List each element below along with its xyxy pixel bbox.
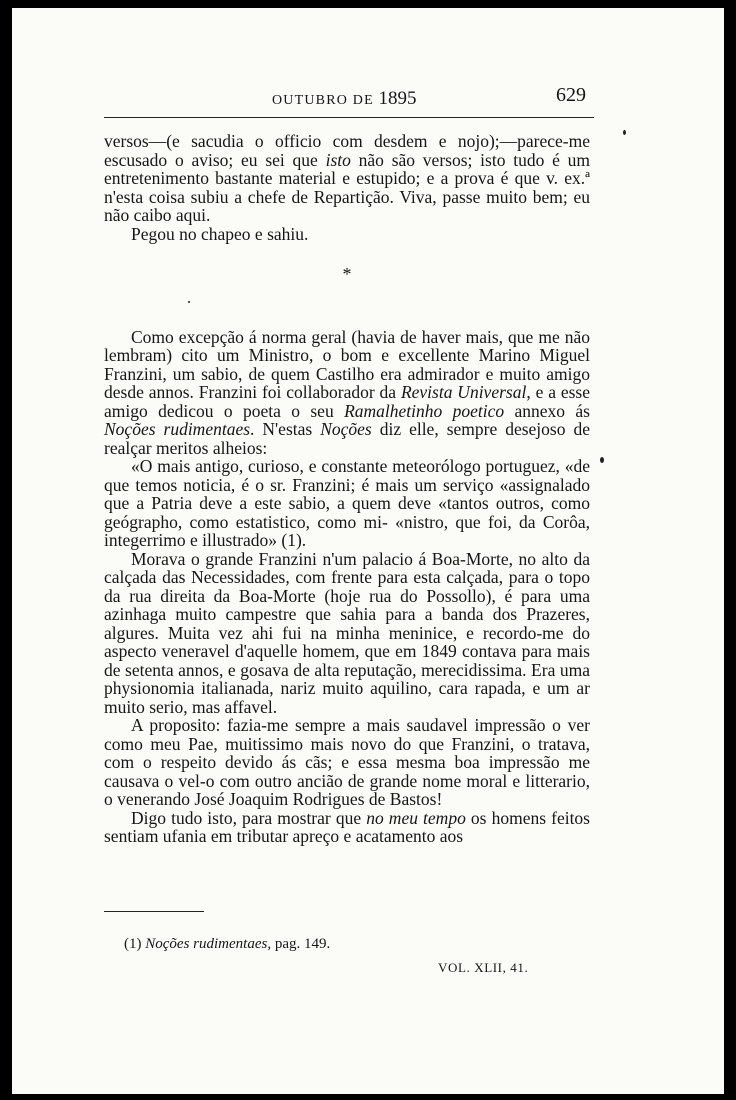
header-rule bbox=[104, 117, 594, 118]
running-title bbox=[272, 88, 417, 110]
book-page bbox=[12, 8, 724, 1094]
italic-span: Noções bbox=[320, 419, 372, 439]
footnote-title: Noções rudimentaes, bbox=[145, 936, 272, 952]
section-separator: * bbox=[342, 264, 352, 284]
text-span: versos—(e sacudia o officio com desdem e nojo);—parece-me escusado o aviso; eu sei que bbox=[104, 131, 590, 170]
paragraph-2: Pegou no chapeo e sahiu. bbox=[131, 223, 309, 244]
ink-speck bbox=[600, 457, 604, 463]
footnote-rule bbox=[104, 911, 204, 912]
paragraph-6: A proposito: fazia-me sempre a mais saudavel impressão o ver como meu Pae, muitissimo mais novo do que Franzini, o tratava, com o respeito devido ás cãs; e essa mesma boa impressão me causava o vel-o com outro ancião de grande nome moral e litterario, o venerando José Joaquim Rodrigues de Bastos! bbox=[104, 715, 590, 809]
footnote-page: pag. 149. bbox=[274, 936, 331, 952]
running-title-year: 1895 bbox=[378, 88, 417, 109]
ink-speck bbox=[188, 301, 190, 303]
paragraph-3 bbox=[104, 328, 590, 458]
page-number: 629 bbox=[556, 84, 586, 106]
italic-span: Ramalhetinho poetico bbox=[344, 400, 505, 421]
main-text bbox=[104, 132, 590, 846]
text-span: os homens feitos sentiam ufania em tributar apreço e acatamento aos bbox=[104, 807, 590, 846]
paragraph-7 bbox=[104, 809, 590, 846]
italic-span: isto bbox=[325, 149, 351, 170]
text-span: , e a esse amigo dedicou o poeta o seu bbox=[104, 382, 590, 421]
italic-span: no meu tempo bbox=[366, 807, 466, 828]
italic-span: Noções rudimentaes bbox=[104, 419, 251, 439]
text-span: Digo tudo isto, para mostrar que bbox=[131, 807, 367, 828]
text-span: annexo ás bbox=[504, 400, 590, 421]
signature-mark: VOL. XLII, 41. bbox=[438, 960, 529, 975]
ink-speck bbox=[623, 130, 626, 135]
paragraph-5: Morava o grande Franzini n'um palacio á Boa-Morte, no alto da calçada das Necessidades, com frente para esta calçada, para o topo da rua direita da Boa-Morte (hoje rua do Possollo), é para uma azinhaga muito campestre que sahia para a banda dos Prazeres, algures. Muita vez ahi fui na minha meninice, e recordo-me do aspecto veneravel d'aquelle homem, que em 1849 contava para mais de setenta annos, e gosava de alta reputação, merecidissima. Era uma physionomia italianada, nariz muito aquilino, cara rapada, e um ar muito serio, mas affavel. bbox=[104, 548, 590, 717]
text-span: não são versos; isto tudo é um entretenimento bastante material e estupido; e a prova é que v. ex.ª n'esta coisa subiu a chefe de Repartição. Viva, passe muito bem; eu não caibo aqui. bbox=[104, 149, 590, 225]
paragraph-1 bbox=[104, 132, 590, 225]
text-span: diz elle, sempre desejoso de realçar meritos alheios: bbox=[104, 419, 590, 458]
running-title-text: OUTUBRO DE bbox=[272, 93, 374, 108]
running-header bbox=[104, 84, 592, 112]
footnote-marker: (1) bbox=[124, 936, 142, 952]
text-span: Como excepção á norma geral (havia de haver mais, que me não lembram) cito um Ministro, o bom e excellente Marino Miguel Franzini, um sabio, de quem Castilho era admirador e muito amigo desde annos. Franzini foi collaborador da bbox=[104, 326, 590, 402]
text-span: . N'estas bbox=[250, 419, 321, 439]
italic-span: Revista Universal bbox=[400, 382, 527, 402]
quotation-paragraph: «O mais antigo, curioso, e constante meteorólogo portuguez, «de que temos noticia, é o sr. Franzini; é mais um serviço «assignalado que a Patria deve a este sabio, a quem deve «tantos outros, como geógrapho, como estatistico, como mi- «nistro, que foi, da Corôa, integerrimo e illustrado» (1). bbox=[104, 456, 590, 550]
footnote bbox=[124, 936, 330, 953]
